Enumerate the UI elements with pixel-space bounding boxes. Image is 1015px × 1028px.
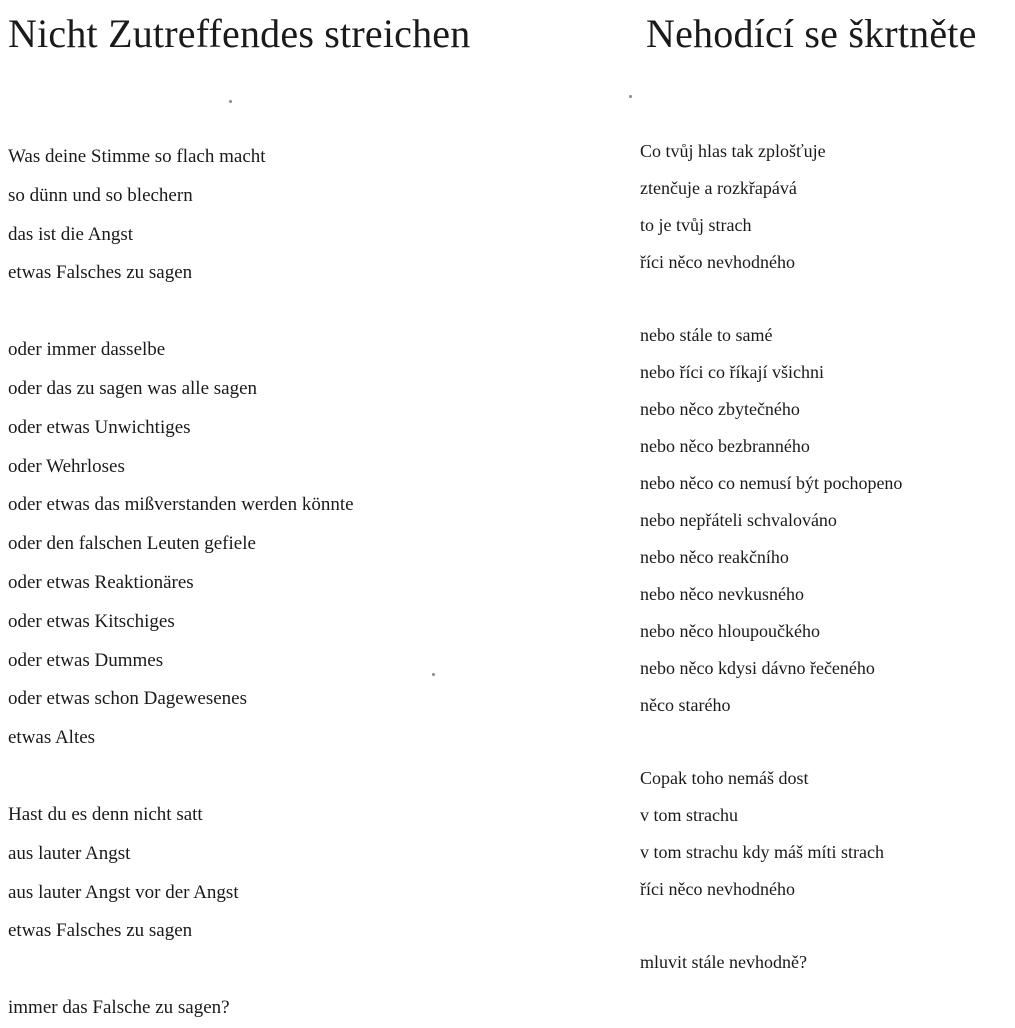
poem-line: to je tvůj strach — [640, 215, 752, 235]
poem-line: nebo stále to samé — [640, 325, 773, 345]
poem-line: oder etwas Dummes — [8, 649, 164, 671]
poem-line: nebo něco reakčního — [640, 547, 789, 567]
poem-line: nebo něco hloupoučkého — [640, 621, 820, 641]
czech-stanzas — [640, 133, 902, 981]
poem-line: etwas Falsches zu sagen — [8, 920, 193, 942]
poem-line: ztenčuje a rozkřapává — [640, 178, 797, 198]
german-stanza-1 — [8, 138, 354, 293]
poem-line: oder den falschen Leuten gefiele — [8, 533, 256, 555]
poem-line: etwas Altes — [8, 727, 96, 749]
czech-stanza-3 — [640, 760, 902, 908]
poem-line: nebo nepřáteli schvalováno — [640, 510, 837, 530]
poem-line: říci něco nevhodného — [640, 252, 795, 272]
poem-line: etwas Falsches zu sagen — [8, 262, 193, 284]
poem-line: oder etwas das mißverstanden werden könnte — [8, 494, 354, 516]
czech-stanza-1 — [640, 133, 902, 281]
scan-speck — [432, 673, 435, 676]
poem-line: oder immer dasselbe — [8, 339, 166, 361]
poem-line: oder Wehrloses — [8, 455, 125, 477]
german-poem-title: Nicht Zutreffendes streichen — [8, 11, 471, 56]
poem-line: nebo něco nevkusného — [640, 584, 804, 604]
poem-line: aus lauter Angst vor der Angst — [8, 881, 239, 903]
poem-line: oder etwas Reaktionäres — [8, 571, 194, 593]
poem-line: mluvit stále nevhodně? — [640, 952, 807, 972]
german-stanza-4 — [8, 989, 354, 1028]
poem-line: immer das Falsche zu sagen? — [8, 997, 230, 1019]
scan-speck — [629, 95, 632, 98]
poem-line: nebo něco kdysi dávno řečeného — [640, 658, 875, 678]
poem-line: nebo něco bezbranného — [640, 436, 810, 456]
poem-line: nebo říci co říkají všichni — [640, 362, 824, 382]
poem-line: Copak toho nemáš dost — [640, 768, 809, 788]
poem-line: Hast du es denn nicht satt — [8, 803, 203, 825]
poem-line: něco starého — [640, 695, 731, 715]
poem-line: oder etwas Kitschiges — [8, 610, 175, 632]
poem-line: das ist die Angst — [8, 223, 134, 245]
scan-speck — [229, 100, 232, 103]
poem-line: nebo něco zbytečného — [640, 399, 800, 419]
poem-line: oder etwas schon Dagewesenes — [8, 688, 247, 710]
poem-line: oder das zu sagen was alle sagen — [8, 377, 258, 399]
poem-line: říci něco nevhodného — [640, 879, 795, 899]
poem-line: so dünn und so blechern — [8, 184, 193, 206]
poem-line: v tom strachu — [640, 805, 738, 825]
german-stanza-2 — [8, 331, 354, 758]
poem-line: Co tvůj hlas tak zplošťuje — [640, 141, 826, 161]
poem-line: aus lauter Angst — [8, 842, 131, 864]
poem-line: Was deine Stimme so flach macht — [8, 146, 266, 167]
german-stanza-3 — [8, 796, 354, 951]
poem-line: nebo něco co nemusí být pochopeno — [640, 473, 903, 493]
poem-line: v tom strachu kdy máš míti strach — [640, 842, 884, 862]
german-stanzas — [8, 138, 354, 1028]
czech-stanza-4 — [640, 944, 902, 981]
czech-poem-title: Nehodící se škrtněte — [646, 11, 977, 56]
poem-line: oder etwas Unwichtiges — [8, 416, 191, 438]
czech-stanza-2 — [640, 317, 902, 724]
